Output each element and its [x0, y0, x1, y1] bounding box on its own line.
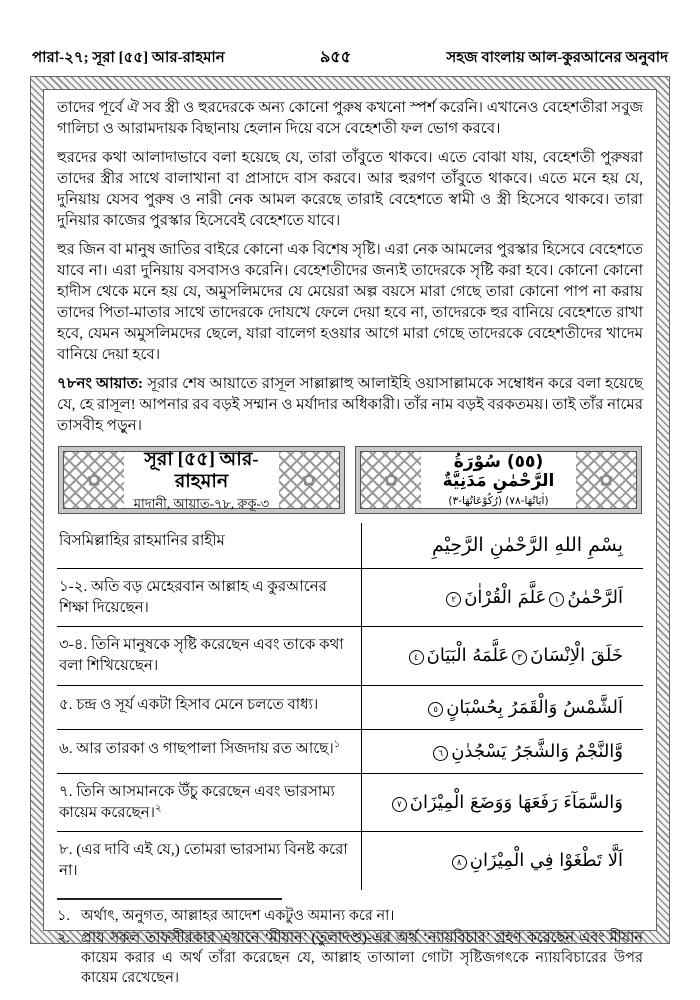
page-content	[43, 89, 657, 987]
commentary-paragraph: তাদের পূর্বে ঐ সব স্ত্রী ও হুরদেরকে অন্য কোনো পুরুষ কখনো স্পর্শ করেনি। এখানেও বেহেশতীরা সবুজ গালিচা ও আরামদায়ক বিছানায় হেলান দিয়ে বসে বেহেশতী ফল ভোগ করবে।	[57, 100, 643, 137]
surah-subtitle-bangla: মাদানী, আয়াত-৭৮, রুকূ-৩	[133, 495, 270, 511]
footnote-number: ১.	[57, 907, 71, 924]
bangla-translation-cell	[57, 685, 362, 729]
arabic-verse-cell	[362, 685, 643, 729]
verse-table	[57, 523, 643, 890]
translation-text: ৮. (এর দাবি এই যে,) তোমরা ভারসাম্য বিনষ্ট করো না।	[59, 842, 348, 880]
surah-title-block	[124, 448, 279, 511]
bangla-translation-cell	[57, 568, 362, 627]
footnote-text: প্রায় সকল তাফসীরকার এখানে ‘মীযান’ (তুলাদণ্ড)-এর অর্থ ‘ন্যায়বিচার’ গ্রহণ করেছেন এবং মীযান কায়েম করার এ অর্থ তাঁরা করেছেন যে, আল্লাহ তাআলা গোটা সৃষ্টিজগৎকে ন্যায়বিচারের উপর কায়েম রেখেছেন।	[81, 929, 643, 987]
footnote-item	[57, 906, 643, 926]
flower-icon: ✿	[86, 469, 102, 491]
arabic-verse-text: اَلَّا تَطْغَوْا فِي الْمِيْزَانِ	[469, 850, 623, 872]
arabic-verse-text: اَلشَّمْسُ وَالْقَمَرُ بِحُسْبَانٍ	[446, 696, 623, 718]
surah-subtitle-arabic: (اٰيَاتُهَا-٧٨) (رُكُوْعَاتُهَا-٣)	[448, 494, 549, 507]
decorative-page-frame	[30, 76, 670, 987]
ayat-note-lead: ৭৮নং আয়াত:	[57, 376, 144, 392]
ayah-end-marker: ٢	[446, 592, 461, 607]
arabesque-ornament-icon	[279, 452, 339, 508]
translation-text: ১-২. অতি বড় মেহেরবান আল্লাহ এ কুরআনের শিক্ষা দিয়েছেন।	[59, 578, 327, 616]
arabic-verse-text: عَلَّمَ الْقُرْاٰنَ	[464, 586, 547, 608]
verse-row	[57, 832, 643, 890]
verse-row	[57, 627, 643, 686]
arabic-verse-cell	[362, 729, 643, 773]
surah-title-arabic: (٥٥) سُوْرَةُ الرَّحْمٰنِ مَدَنِيَّةٌ	[442, 451, 555, 492]
translation-text: ৩-৪. তিনি মানুষকে সৃষ্টি করেছেন এবং তাকে কথা বলা শিখিয়েছেন।	[59, 637, 344, 675]
flower-icon: ✿	[301, 469, 317, 491]
footnote-ref: ২	[155, 802, 162, 814]
surah-title-bangla: সূরা [৫৫] আর-রাহমান	[144, 448, 259, 492]
arabesque-ornament-icon	[64, 452, 124, 508]
ayah-end-marker: ٦	[433, 746, 448, 761]
footnote-number: ২.	[57, 929, 71, 946]
arabic-verse-cell	[362, 568, 643, 627]
footnote-ref: ১	[333, 738, 341, 750]
page-number: ৯৫৫	[319, 49, 352, 66]
footnote-text: অর্থাৎ, অনুগত, আল্লাহর আদেশ একটুও অমান্য করে না।	[81, 907, 395, 924]
arabic-verse-cell	[362, 773, 643, 832]
verse-row	[57, 568, 643, 627]
bismillah-arabic-cell: بِسْمِ اللهِ الرَّحْمٰنِ الرَّحِيْمِ	[362, 523, 643, 568]
ayah-end-marker: ١	[549, 592, 564, 607]
ayah-end-marker: ٧	[392, 797, 407, 812]
arabic-verse-text: وَالسَّمَآءَ رَفَعَهَا وَوَضَعَ الْمِيْزَانَ	[409, 791, 623, 813]
translation-text: ৫. চন্দ্র ও সূর্য একটা হিসাব মেনে চলতে বাধ্য।	[59, 696, 319, 713]
arabesque-ornament-icon	[361, 452, 421, 508]
verse-row	[57, 685, 643, 729]
arabic-verse-text: عَلَّمَهُ الْبَيَانَ	[426, 645, 510, 667]
translation-text: ৭. তিনি আসমানকে উঁচু করেছেন এবং ভারসাম্য কায়েম করেছেন।	[59, 783, 335, 821]
footnote-separator	[57, 898, 282, 900]
flower-icon: ✿	[383, 469, 399, 491]
ayat-note-text: সূরার শেষ আয়াতে রাসূল সাল্লাল্লাহু আলাইহি ওয়াসাল্লামকে সম্বোধন করে বলা হয়েছে যে, হে রাসূল! আপনার রব বড়ই সম্মান ও মর্যাদার অধিকারী। তাঁর নাম বড়ই বরকতময়। তাই তাঁর নামের তাসবীহ পড়ুন।	[57, 376, 643, 434]
arabesque-ornament-icon	[576, 452, 636, 508]
flower-icon: ✿	[598, 469, 614, 491]
bismillah-bangla-cell: বিসমিল্লাহির রাহমানির রাহীম	[57, 523, 362, 568]
verse-row	[57, 773, 643, 832]
footnote-item	[57, 928, 643, 989]
running-head-right: সহজ বাংলায় আল-কুরআনের অনুবাদ	[446, 50, 668, 66]
ayah-end-marker: ٥	[428, 702, 443, 717]
surah-banner-bangla	[63, 448, 340, 511]
arabic-verse-text: اَلرَّحْمٰنُ	[567, 586, 623, 608]
ayah-end-marker: ٨	[452, 855, 467, 870]
verse-row	[57, 729, 643, 773]
arabic-verse-cell	[362, 627, 643, 686]
arabic-verse-text: خَلَقَ الْاِنْسَانَ	[530, 645, 623, 667]
surah-banner-arabic	[360, 451, 637, 509]
running-head-left: পারা-২৭; সূরা [৫৫] আর-রাহমান	[32, 50, 225, 66]
page-header	[32, 44, 668, 71]
commentary-paragraph: হুরদের কথা আলাদাভাবে বলা হয়েছে যে, তারা তাঁবুতে থাকবে। এতে বোঝা যায়, বেহেশতী পুরুষরা তাদের স্ত্রীর সাথে বালাখানা বা প্রাসাদে বাস করবে। আর হুরগণ তাঁবুতে থাকবে। এতে মনে হয় যে, দুনিয়ায় যেসব পুরুষ ও নারী নেক আমল করেছে তারাই বেহেশতে স্বামী ও স্ত্রী হিসেবে থাকবে। তারা দুনিয়ার কাজের পুরস্কার হিসেবেই বেহেশতে যাবে।	[57, 150, 643, 229]
bangla-translation-cell	[57, 832, 362, 890]
arabic-verse-cell	[362, 832, 643, 890]
ayah-end-marker: ٤	[409, 650, 424, 665]
arabic-verse-text: وَّالنَّجْمُ وَالشَّجَرُ يَسْجُدٰنِ	[451, 740, 623, 762]
bangla-translation-cell	[57, 627, 362, 686]
bangla-translation-cell	[57, 773, 362, 832]
commentary-paragraph: হুর জিন বা মানুষ জাতির বাইরে কোনো এক বিশেষ সৃষ্টি। এরা নেক আমলের পুরস্কার হিসেবে বেহেশতে যাবে না। এরা দুনিয়ায় বসবাসও করেনি। বেহেশতীদের জন্যই তাদেরকে সৃষ্টি করা হবে। কোনো কোনো হাদীস থেকে মনে হয় যে, অমুসলিমদের যে মেয়েরা অল্প বয়সে মারা গেছে তারা কোনো পাপ না করায় তাদের পিতা-মাতার সাথে তাদেরকে দোযখে ফেলে দেয়া হবে না, তাদেরকে হুর বানিয়ে বেহেশতে রাখা হবে, যেমন অমুসলিমদের ছেলে, যারা বালেগ হওয়ার আগে মারা গেছে তাদেরকে বেহেশতীদের খাদেম বানিয়ে দেয়া হবে।	[57, 242, 643, 363]
ayat-78-note	[57, 374, 643, 437]
surah-banner	[57, 445, 643, 515]
bismillah-row	[57, 523, 643, 568]
ayah-end-marker: ٣	[512, 650, 527, 665]
translation-text: ৬. আর তারকা ও গাছপালা সিজদায় রত আছে।	[59, 740, 334, 757]
surah-title-block-arabic	[421, 452, 576, 508]
bangla-translation-cell	[57, 729, 362, 773]
